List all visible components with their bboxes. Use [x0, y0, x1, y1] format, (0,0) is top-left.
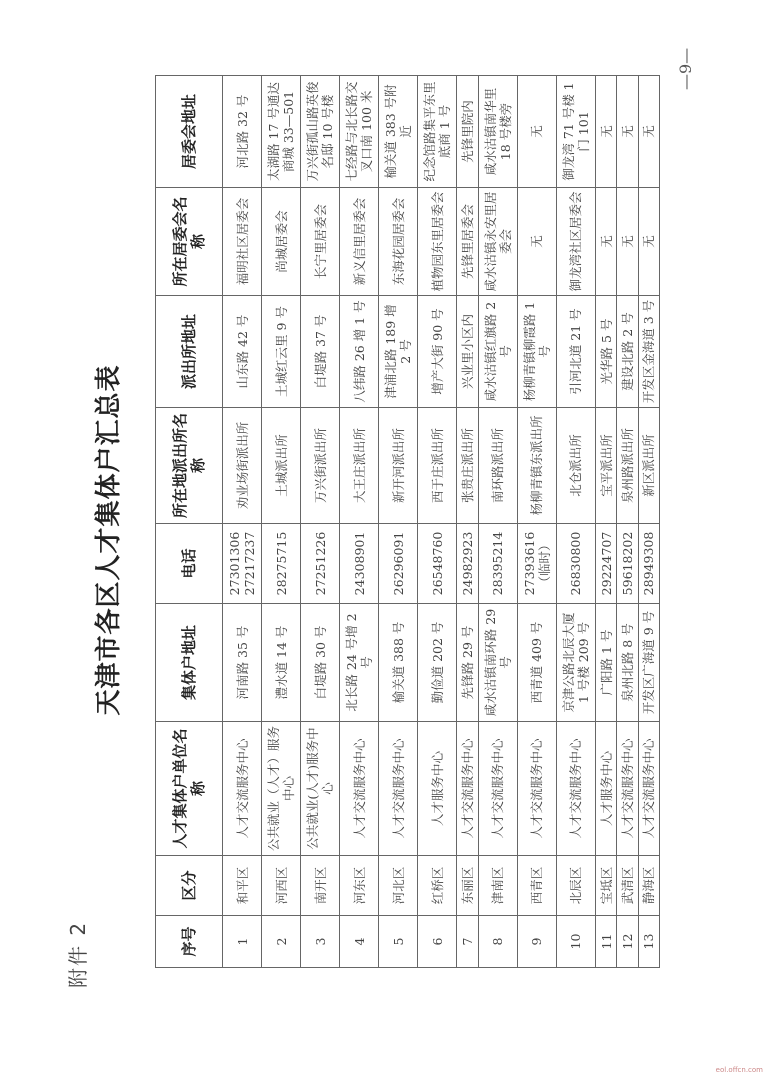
watermark: eol.offcn.com: [715, 1066, 763, 1074]
cell-committee: 咸水沽镇永安里居委会: [478, 188, 517, 296]
cell-district: 东丽区: [457, 856, 478, 916]
cell-station-address: 土城红云里 9 号: [262, 296, 301, 408]
cell-unit: 人才交流服务中心: [617, 722, 638, 856]
cell-committee-address: 无: [617, 76, 638, 188]
table-row: [418, 76, 457, 968]
cell-committee: 新义信里居委会: [340, 188, 379, 296]
cell-phone: 59618202: [617, 524, 638, 604]
cell-police-station: 杨柳青镇东派出所: [517, 408, 556, 524]
cell-committee-address: 先锋里院内: [457, 76, 478, 188]
cell-address: 澧水道 14 号: [262, 604, 301, 722]
cell-committee-address: 咸水沽镇南华里 18 号楼旁: [478, 76, 517, 188]
cell-unit: 人才服务中心: [596, 722, 617, 856]
cell-address: 广阳路 1 号: [596, 604, 617, 722]
cell-police-station: 大王庄派出所: [340, 408, 379, 524]
cell-no: 9: [517, 916, 556, 968]
cell-no: 6: [418, 916, 457, 968]
cell-no: 5: [379, 916, 418, 968]
cell-unit: 人才服务中心: [418, 722, 457, 856]
cell-station-address: 山东路 42 号: [223, 296, 262, 408]
cell-phone: 27393616（临时）: [517, 524, 556, 604]
table-row: [638, 76, 659, 968]
cell-police-station: 张贵庄派出所: [457, 408, 478, 524]
cell-no: 13: [638, 916, 659, 968]
cell-no: 4: [340, 916, 379, 968]
cell-station-address: 八纬路 26 增 1 号: [340, 296, 379, 408]
header-unit: 人才集体户单位名称: [156, 722, 223, 856]
cell-address: 咸水沽镇南环路 29 号: [478, 604, 517, 722]
cell-unit: 人才交流服务中心: [517, 722, 556, 856]
cell-committee-address: 万兴街孤山路英俊名邸 10 号楼: [301, 76, 340, 188]
cell-station-address: 增产大街 90 号: [418, 296, 457, 408]
cell-station-address: 杨柳青镇柳霞路 1 号: [517, 296, 556, 408]
cell-phone: 24982923: [457, 524, 478, 604]
cell-address: 京津公路北辰大厦 1 号楼 209 号: [556, 604, 595, 722]
cell-unit: 人才交流服务中心: [556, 722, 595, 856]
table-header-row: [156, 76, 223, 968]
header-district: 区分: [156, 856, 223, 916]
cell-phone: 28949308: [638, 524, 659, 604]
cell-committee: 长宁里居委会: [301, 188, 340, 296]
header-phone: 电话: [156, 524, 223, 604]
cell-police-station: 西于庄派出所: [418, 408, 457, 524]
cell-no: 8: [478, 916, 517, 968]
cell-phone: 26296091: [379, 524, 418, 604]
cell-phone: 26548760: [418, 524, 457, 604]
cell-committee-address: 无: [517, 76, 556, 188]
cell-police-station: 宝平派出所: [596, 408, 617, 524]
cell-district: 和平区: [223, 856, 262, 916]
page-title: 天津市各区人才集体户汇总表: [94, 364, 124, 716]
cell-station-address: 白堤路 37 号: [301, 296, 340, 408]
cell-committee-address: 河北路 32 号: [223, 76, 262, 188]
cell-district: 红桥区: [418, 856, 457, 916]
summary-table: [155, 75, 660, 968]
table-row: [617, 76, 638, 968]
header-address: 集体户地址: [156, 604, 223, 722]
header-no: 序号: [156, 916, 223, 968]
cell-phone: 26830800: [556, 524, 595, 604]
cell-no: 11: [596, 916, 617, 968]
cell-committee-address: 御龙湾 71 号楼 1 门 101: [556, 76, 595, 188]
table-row: [478, 76, 517, 968]
cell-address: 北长路 24 号增 2 号: [340, 604, 379, 722]
header-committee-address: 居委会地址: [156, 76, 223, 188]
cell-no: 3: [301, 916, 340, 968]
cell-committee: 无: [517, 188, 556, 296]
cell-committee: 福明社区居委会: [223, 188, 262, 296]
cell-unit: 人才交流服务中心: [638, 722, 659, 856]
cell-police-station: 泉州路派出所: [617, 408, 638, 524]
cell-committee-address: 纪念馆路集平东里底商 1 号: [418, 76, 457, 188]
cell-police-station: 北仓派出所: [556, 408, 595, 524]
cell-committee: 无: [617, 188, 638, 296]
cell-police-station: 劝业场街派出所: [223, 408, 262, 524]
cell-phone: 29224707: [596, 524, 617, 604]
cell-committee: 植物园东里居委会: [418, 188, 457, 296]
header-police-station: 所在地派出所名称: [156, 408, 223, 524]
cell-police-station: 新区派出所: [638, 408, 659, 524]
cell-address: 先锋路 29 号: [457, 604, 478, 722]
cell-station-address: 开发区金海道 3 号: [638, 296, 659, 408]
cell-district: 静海区: [638, 856, 659, 916]
cell-district: 南开区: [301, 856, 340, 916]
cell-station-address: 光华路 5 号: [596, 296, 617, 408]
cell-phone: 28395214: [478, 524, 517, 604]
cell-no: 10: [556, 916, 595, 968]
cell-unit: 公共就业（人才）服务中心: [262, 722, 301, 856]
table-row: [457, 76, 478, 968]
table-row: [379, 76, 418, 968]
table-row: [596, 76, 617, 968]
cell-station-address: 咸水沽镇红旗路 2 号: [478, 296, 517, 408]
cell-unit: 人才交流服务中心: [379, 722, 418, 856]
cell-committee: 无: [638, 188, 659, 296]
cell-district: 武清区: [617, 856, 638, 916]
cell-phone: 28275715: [262, 524, 301, 604]
cell-committee-address: 七经路与北长路交叉口南 100 米: [340, 76, 379, 188]
cell-district: 河东区: [340, 856, 379, 916]
cell-address: 榆关道 388 号: [379, 604, 418, 722]
table-row: [556, 76, 595, 968]
cell-committee: 御龙湾社区居委会: [556, 188, 595, 296]
cell-address: 泉州北路 8 号: [617, 604, 638, 722]
cell-phone: 27251226: [301, 524, 340, 604]
cell-police-station: 万兴街派出所: [301, 408, 340, 524]
cell-address: 开发区广海道 9 号: [638, 604, 659, 722]
cell-station-address: 津浦北路 189 增 2 号: [379, 296, 418, 408]
cell-police-station: 土城派出所: [262, 408, 301, 524]
cell-station-address: 兴业里小区内: [457, 296, 478, 408]
page-number: —9—: [676, 47, 695, 90]
cell-committee-address: 无: [638, 76, 659, 188]
cell-district: 河北区: [379, 856, 418, 916]
table-row: [517, 76, 556, 968]
cell-committee-address: 榆关道 383 号附近: [379, 76, 418, 188]
cell-police-station: 新开河派出所: [379, 408, 418, 524]
cell-address: 西青道 409 号: [517, 604, 556, 722]
cell-no: 12: [617, 916, 638, 968]
cell-committee-address: 无: [596, 76, 617, 188]
cell-committee: 尚城居委会: [262, 188, 301, 296]
cell-unit: 人才交流服务中心: [223, 722, 262, 856]
table-row: [262, 76, 301, 968]
cell-station-address: 建设北路 2 号: [617, 296, 638, 408]
cell-district: 宝坻区: [596, 856, 617, 916]
cell-phone: 27301306 27217237: [223, 524, 262, 604]
cell-district: 河西区: [262, 856, 301, 916]
header-committee: 所在居委会名称: [156, 188, 223, 296]
cell-no: 1: [223, 916, 262, 968]
cell-no: 7: [457, 916, 478, 968]
cell-committee-address: 太湖路 17 号通达商城 33—501: [262, 76, 301, 188]
cell-district: 北辰区: [556, 856, 595, 916]
header-station-address: 派出所地址: [156, 296, 223, 408]
cell-district: 津南区: [478, 856, 517, 916]
cell-unit: 人才交流服务中心: [340, 722, 379, 856]
cell-address: 河南路 35 号: [223, 604, 262, 722]
table-row: [340, 76, 379, 968]
cell-phone: 24308901: [340, 524, 379, 604]
cell-committee: 无: [596, 188, 617, 296]
table-row: [301, 76, 340, 968]
cell-address: 勤俭道 202 号: [418, 604, 457, 722]
attachment-label: 附件 2: [66, 920, 90, 988]
cell-committee: 东海花园居委会: [379, 188, 418, 296]
cell-address: 白堤路 30 号: [301, 604, 340, 722]
table-row: [223, 76, 262, 968]
cell-unit: 人才交流服务中心: [457, 722, 478, 856]
cell-unit: 公共就业(人才)服务中心: [301, 722, 340, 856]
cell-station-address: 引河北道 21 号: [556, 296, 595, 408]
cell-no: 2: [262, 916, 301, 968]
cell-committee: 先锋里居委会: [457, 188, 478, 296]
cell-district: 西青区: [517, 856, 556, 916]
cell-unit: 人才交流服务中心: [478, 722, 517, 856]
cell-police-station: 南环路派出所: [478, 408, 517, 524]
